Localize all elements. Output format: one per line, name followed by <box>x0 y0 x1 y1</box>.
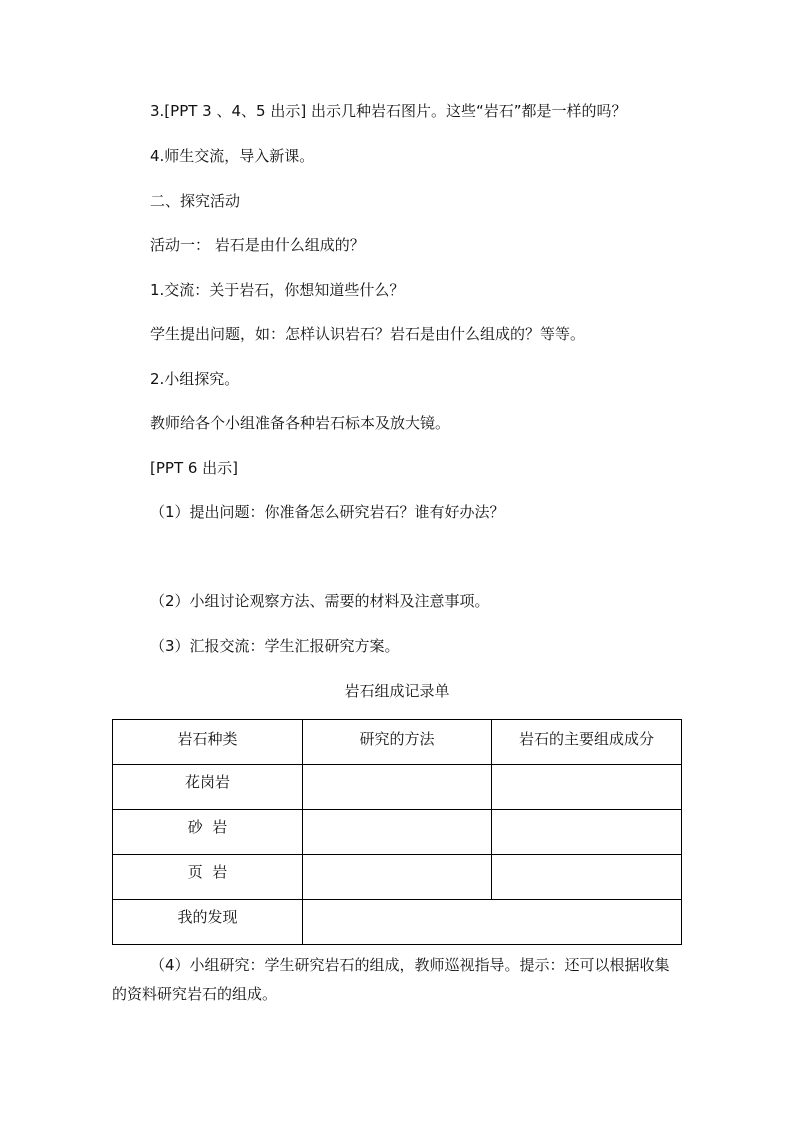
section-heading: 二、探究活动 <box>150 192 241 210</box>
step-3-text: 3.[PPT 3 、4、5 出示] 出示几种岩石图片。这些“岩石”都是一样的吗？ <box>150 102 627 120</box>
student-questions-text: 学生提出问题，如：怎样认识岩石？岩石是由什么组成的？等等。 <box>150 325 586 343</box>
rock-name-cell: 页 岩 <box>113 855 303 900</box>
composition-cell[interactable] <box>492 855 682 900</box>
step-4-text: 4.师生交流，导入新课。 <box>150 147 315 165</box>
rock-name-cell: 花岗岩 <box>113 765 303 810</box>
sub-step-2-text: （2）小组讨论观察方法、需要的材料及注意事项。 <box>150 592 490 610</box>
table-row <box>113 855 682 900</box>
rock-name-cell: 砂 岩 <box>113 810 303 855</box>
table-row <box>113 810 682 855</box>
ppt-6-note: [PPT 6 出示] <box>150 459 239 477</box>
method-cell[interactable] <box>303 810 492 855</box>
activity-1-heading: 活动一： 岩石是由什么组成的？ <box>150 236 365 254</box>
method-cell[interactable] <box>303 765 492 810</box>
sub-step-1-text: （1）提出问题：你准备怎么研究岩石？谁有好办法？ <box>150 503 505 521</box>
exchange-step-text: 1.交流：关于岩石，你想知道些什么？ <box>150 281 405 299</box>
finding-row <box>113 900 682 945</box>
rock-composition-table <box>112 719 682 945</box>
composition-cell[interactable] <box>492 765 682 810</box>
closing-paragraph: （4）小组研究：学生研究岩石的组成，教师巡视指导。提示：还可以根据收集的资料研究岩石的组成。 <box>112 956 670 1003</box>
composition-cell[interactable] <box>492 810 682 855</box>
header-rock-type: 岩石种类 <box>113 720 303 765</box>
table-title: 岩石组成记录单 <box>344 682 450 700</box>
group-explore-step-text: 2.小组探究。 <box>150 370 240 388</box>
table-row <box>113 765 682 810</box>
finding-label-cell: 我的发现 <box>113 900 303 945</box>
teacher-prep-text: 教师给各个小组准备各种岩石标本及放大镜。 <box>150 414 451 432</box>
method-cell[interactable] <box>303 855 492 900</box>
header-method: 研究的方法 <box>303 720 492 765</box>
sub-step-3-text: （3）汇报交流：学生汇报研究方案。 <box>150 637 400 655</box>
table-header-row <box>113 720 682 765</box>
finding-value-cell[interactable] <box>303 900 682 945</box>
header-composition: 岩石的主要组成成分 <box>492 720 682 765</box>
